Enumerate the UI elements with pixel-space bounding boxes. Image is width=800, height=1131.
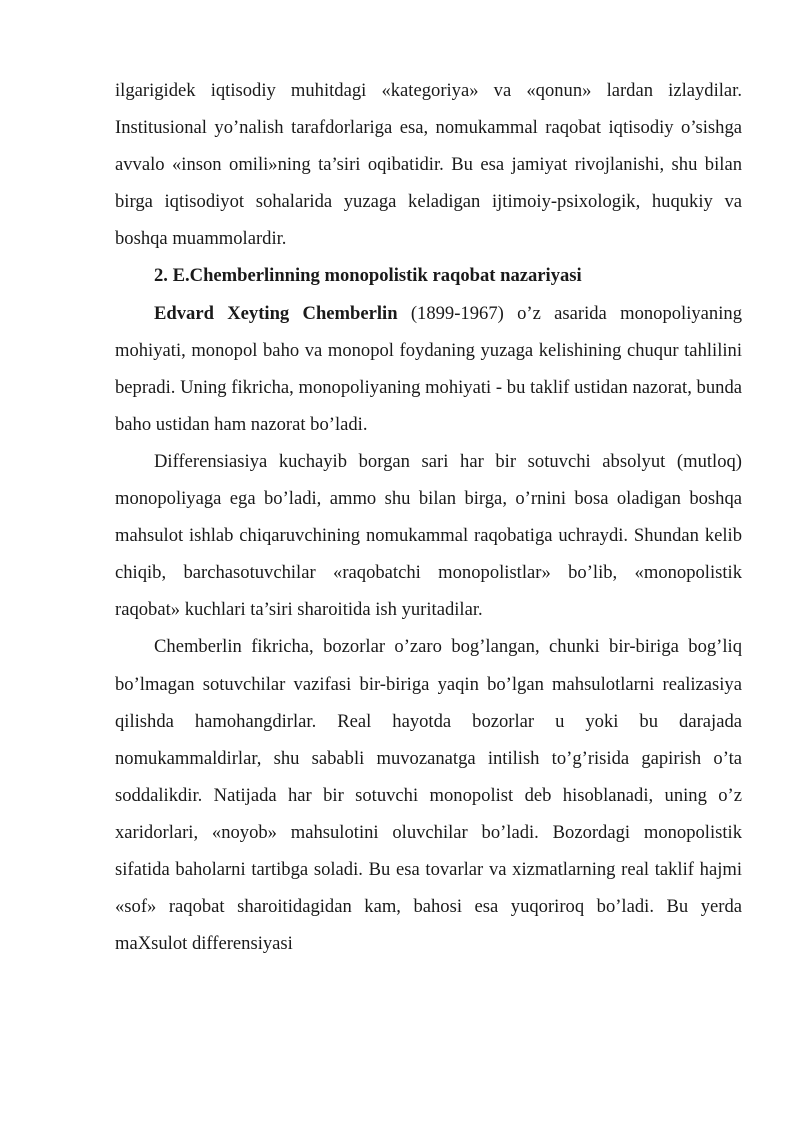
author-name: Edvard Xeyting Chemberlin: [154, 302, 398, 324]
paragraph-differentiation: Differensiasiya kuchayib borgan sari har bir sotuvchi absolyut (mutloq) monopoliyaga ega bo’ladi, ammo shu bilan birga, o’rnini bosa oladigan boshqa mahsulot ishlab chiqaruvchining nomukammal raqobatiga uchraydi. Shundan kelib chiqib, barchasotuvchilar «raqobatchi monopolistlar» bo’lib, «monopolistik raqobat» kuchlari ta’siri sharoitida ish yuritadilar.: [115, 450, 742, 621]
paragraph-chemberlin-intro-text: (1899-1967) o’z asarida monopoliyaning mohiyati, monopol baho va monopol foydaning yuzaga kelishining chuqur tahlilini bepradi. Uning fikricha, monopoliyaning mohiyati - bu taklif ustidan nazorat, bunda baho ustidan ham nazorat bo’ladi.: [115, 302, 742, 435]
paragraph-continuation: ilgarigidek iqtisodiy muhitdagi «kategoriya» va «qonun» lardan izlaydilar. Institusional yo’nalish tarafdorlariga esa, nomukammal raqobat iqtisodiy o’sishga avvalo «inson omili»ning ta’siri oqibatidir. Bu esa jamiyat rivojlanishi, shu bilan birga iqtisodiyot sohalarida yuzaga keladigan ijtimoiy-psixologik, huqukiy va boshqa muammolardir.: [115, 80, 742, 250]
document-page: [115, 72, 742, 962]
section-heading: 2. E.Chemberlinning monopolistik raqobat nazariyasi: [154, 265, 582, 287]
paragraph-chemberlin-intro: [115, 295, 742, 443]
paragraph-markets: Chemberlin fikricha, bozorlar o’zaro bog’langan, chunki bir-biriga bog’liq bo’lmagan sotuvchilar vazifasi bir-biriga yaqin bo’lgan mahsulotlarni realizasiya qilishda hamohangdirlar. Real hayotda bozorlar u yoki bu darajada nomukammaldirlar, shu sababli muvozanatga intilish to’g’risida gapirish o’ta soddalikdir. Natijada har bir sotuvchi monopolist deb hisoblanadi, uning o’z xaridorlari, «noyob» mahsulotini oluvchilar bo’ladi. Bozordagi monopolistik sifatida baholarni tartibga soladi. Bu esa tovarlar va xizmatlarning real taklif hajmi «sof» raqobat sharoitidagidan kam, bahosi esa yuqoriroq bo’ladi. Bu yerda maXsulot differensiyasi: [115, 636, 742, 955]
